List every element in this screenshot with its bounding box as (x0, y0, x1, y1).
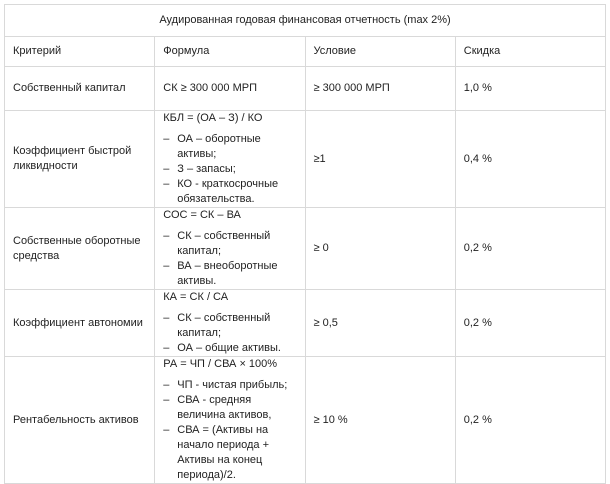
formula-text: КА = СК / СА (163, 291, 229, 303)
condition-cell: ≥ 0 (305, 208, 455, 290)
note-text: З – запасы; (177, 163, 236, 175)
note-bullet: – (163, 133, 170, 145)
note-bullet: – (163, 260, 170, 272)
note-bullet: – (163, 178, 170, 190)
discount-cell: 1,0 % (455, 67, 605, 111)
condition-cell: ≥ 300 000 МРП (305, 67, 455, 111)
note-bullet: – (163, 379, 170, 391)
formula-cell (155, 357, 305, 484)
note-text: ОА – оборотные активы; (177, 133, 261, 160)
formula-cell (155, 290, 305, 357)
note-text: ЧП - чистая прибыль; (177, 379, 288, 391)
formula-note (163, 423, 296, 483)
formula-note (163, 229, 296, 259)
note-text: ВА – внеоборотные активы. (177, 260, 278, 287)
formula-cell (155, 208, 305, 290)
condition-cell: ≥ 0,5 (305, 290, 455, 357)
formula-note (163, 378, 296, 393)
note-bullet: – (163, 424, 170, 436)
formula-text: РА = ЧП / СВА × 100% (163, 358, 278, 370)
header-condition: Условие (305, 37, 455, 67)
formula-cell (155, 111, 305, 208)
table-row (5, 67, 606, 111)
header-discount: Скидка (455, 37, 605, 67)
note-bullet: – (163, 163, 170, 175)
criterion-cell: Коэффициент автономии (5, 290, 155, 357)
formula-note (163, 132, 296, 162)
note-text: СК – собственный капитал; (177, 230, 271, 257)
formula-note (163, 259, 296, 289)
formula-text: СК ≥ 300 000 МРП (163, 82, 257, 94)
table-row (5, 290, 606, 357)
discount-cell: 0,2 % (455, 208, 605, 290)
financial-criteria-table (4, 4, 606, 484)
note-bullet: – (163, 342, 170, 354)
table-row (5, 208, 606, 290)
table-header-row (5, 37, 606, 67)
formula-cell (155, 67, 305, 111)
condition-cell: ≥1 (305, 111, 455, 208)
note-text: ОА – общие активы. (177, 342, 281, 354)
criterion-cell: Коэффициент быстрой ликвидности (5, 111, 155, 208)
formula-text: КБЛ = (ОА – З) / КО (163, 112, 263, 124)
header-formula: Формула (155, 37, 305, 67)
note-bullet: – (163, 394, 170, 406)
note-text: СВА - средняя величина активов, (177, 394, 272, 421)
discount-cell: 0,2 % (455, 357, 605, 484)
note-bullet: – (163, 312, 170, 324)
note-bullet: – (163, 230, 170, 242)
table-row (5, 357, 606, 484)
formula-note (163, 393, 296, 423)
formula-note (163, 162, 296, 177)
discount-cell: 0,4 % (455, 111, 605, 208)
criterion-cell: Собственные оборотные средства (5, 208, 155, 290)
formula-note (163, 311, 296, 341)
note-text: КО - краткосрочные обязательства. (177, 178, 279, 205)
table-title: Аудированная годовая финансовая отчетность (max 2%) (5, 5, 606, 37)
formula-note (163, 341, 296, 356)
table-row (5, 111, 606, 208)
formula-note (163, 177, 296, 207)
criterion-cell: Рентабельность активов (5, 357, 155, 484)
formula-text: СОС = СК – ВА (163, 209, 241, 221)
header-criterion: Критерий (5, 37, 155, 67)
note-text: СВА = (Активы на начало периода + Активы на конец периода)/2. (177, 424, 269, 481)
note-text: СК – собственный капитал; (177, 312, 271, 339)
table-caption-row (5, 5, 606, 37)
criterion-cell: Собственный капитал (5, 67, 155, 111)
discount-cell: 0,2 % (455, 290, 605, 357)
condition-cell: ≥ 10 % (305, 357, 455, 484)
